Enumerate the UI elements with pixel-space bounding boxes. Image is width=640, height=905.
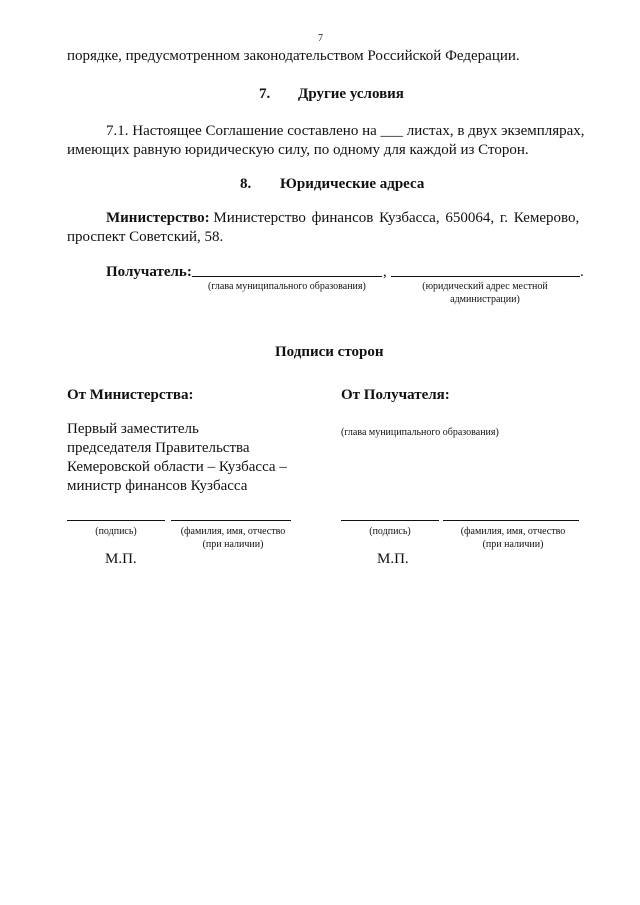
ministry-name-line <box>171 520 291 521</box>
section-7-paragraph-line2: имеющих равную юридическую силу, по одному для каждой из Сторон. <box>67 142 529 158</box>
recipient-stamp-place: М.П. <box>377 551 409 567</box>
section-7-number: 7. <box>259 86 271 102</box>
recipient-name-caption-line2: (при наличии) <box>482 539 544 550</box>
ministry-stamp-place: М.П. <box>105 551 137 567</box>
ministry-address-line2: проспект Советский, 58. <box>67 229 224 245</box>
ministry-name-caption-line2: (при наличии) <box>202 539 264 550</box>
ministry-address-text: Министерство финансов Кузбасса, 650064, г. Кемерово, <box>213 210 580 226</box>
ministry-address-line1 <box>106 208 579 228</box>
section-8-number: 8. <box>240 176 252 192</box>
recipient-address-caption-line2: администрации) <box>450 294 520 305</box>
continuation-text: порядке, предусмотренном законодательством Российской Федерации. <box>67 48 520 64</box>
ministry-position-line: Кемеровской области – Кузбасса – <box>67 459 287 475</box>
recipient-head-line <box>192 276 382 277</box>
ministry-position-line: министр финансов Кузбасса <box>67 478 248 494</box>
section-7-title: Другие условия <box>298 86 404 102</box>
recipient-address-line <box>391 276 580 277</box>
recipient-label: Получатель: <box>106 264 192 280</box>
recipient-period: . <box>580 264 584 280</box>
ministry-position-line: Первый заместитель <box>67 421 199 437</box>
recipient-position-caption: (глава муниципального образования) <box>341 427 499 438</box>
recipient-comma: , <box>383 264 387 280</box>
ministry-signature-line <box>67 520 165 521</box>
ministry-name-caption-line1: (фамилия, имя, отчество <box>180 526 286 537</box>
recipient-signature-line <box>341 520 439 521</box>
recipient-signature-heading: От Получателя: <box>341 387 450 403</box>
section-8-title: Юридические адреса <box>280 176 425 192</box>
recipient-head-caption: (глава муниципального образования) <box>208 281 366 292</box>
section-7-paragraph-line1: 7.1. Настоящее Соглашение составлено на ___ листах, в двух экземплярах, <box>106 123 585 139</box>
recipient-name-caption-line1: (фамилия, имя, отчество <box>460 526 566 537</box>
recipient-address-caption-line1: (юридический адрес местной <box>422 281 548 292</box>
recipient-signature-caption: (подпись) <box>369 526 411 537</box>
ministry-label: Министерство: <box>106 210 210 226</box>
signatures-title: Подписи сторон <box>275 344 384 360</box>
page-number: 7 <box>318 33 323 44</box>
ministry-signature-caption: (подпись) <box>95 526 137 537</box>
ministry-signature-heading: От Министерства: <box>67 387 194 403</box>
ministry-position-line: председателя Правительства <box>67 440 250 456</box>
recipient-name-line <box>443 520 579 521</box>
